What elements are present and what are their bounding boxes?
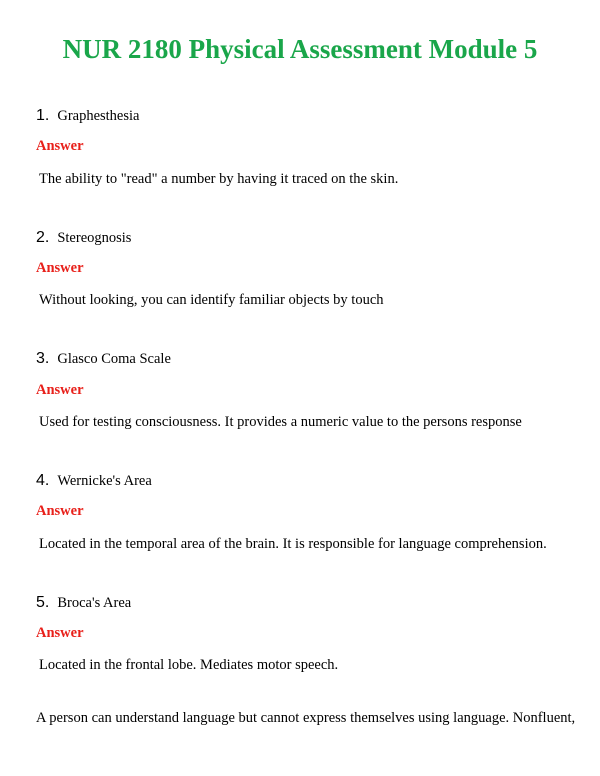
question-number: 2. (36, 229, 50, 246)
answer-definition: The ability to "read" a number by having it traced on the skin. (39, 171, 399, 187)
question-term: Broca's Area (57, 595, 132, 611)
answer-label: Answer (36, 625, 84, 641)
question-number: 1. (36, 107, 50, 124)
question-term: Graphesthesia (57, 108, 140, 124)
question-term: Wernicke's Area (57, 473, 152, 489)
question-4 (36, 472, 152, 490)
question-3 (36, 350, 171, 368)
question-number: 4. (36, 472, 50, 489)
question-term: Stereognosis (57, 230, 132, 246)
answer-label: Answer (36, 503, 84, 519)
answer-definition: Located in the temporal area of the brain. It is responsible for language comprehension. (39, 536, 547, 552)
answer-definition: Used for testing consciousness. It provides a numeric value to the persons response (39, 414, 522, 430)
question-number: 5. (36, 594, 50, 611)
question-2 (36, 229, 131, 247)
page-title: NUR 2180 Physical Assessment Module 5 (62, 34, 538, 64)
answer-label: Answer (36, 382, 84, 398)
body-paragraph: A person can understand language but cannot express themselves using language. Nonfluent, (36, 710, 576, 726)
answer-definition: Located in the frontal lobe. Mediates motor speech. (39, 657, 339, 673)
answer-label: Answer (36, 260, 84, 276)
question-5 (36, 594, 131, 612)
answer-label: Answer (36, 138, 84, 154)
answer-definition: Without looking, you can identify familiar objects by touch (39, 292, 384, 308)
question-term: Glasco Coma Scale (57, 351, 171, 367)
question-1 (36, 107, 139, 125)
question-number: 3. (36, 350, 50, 367)
